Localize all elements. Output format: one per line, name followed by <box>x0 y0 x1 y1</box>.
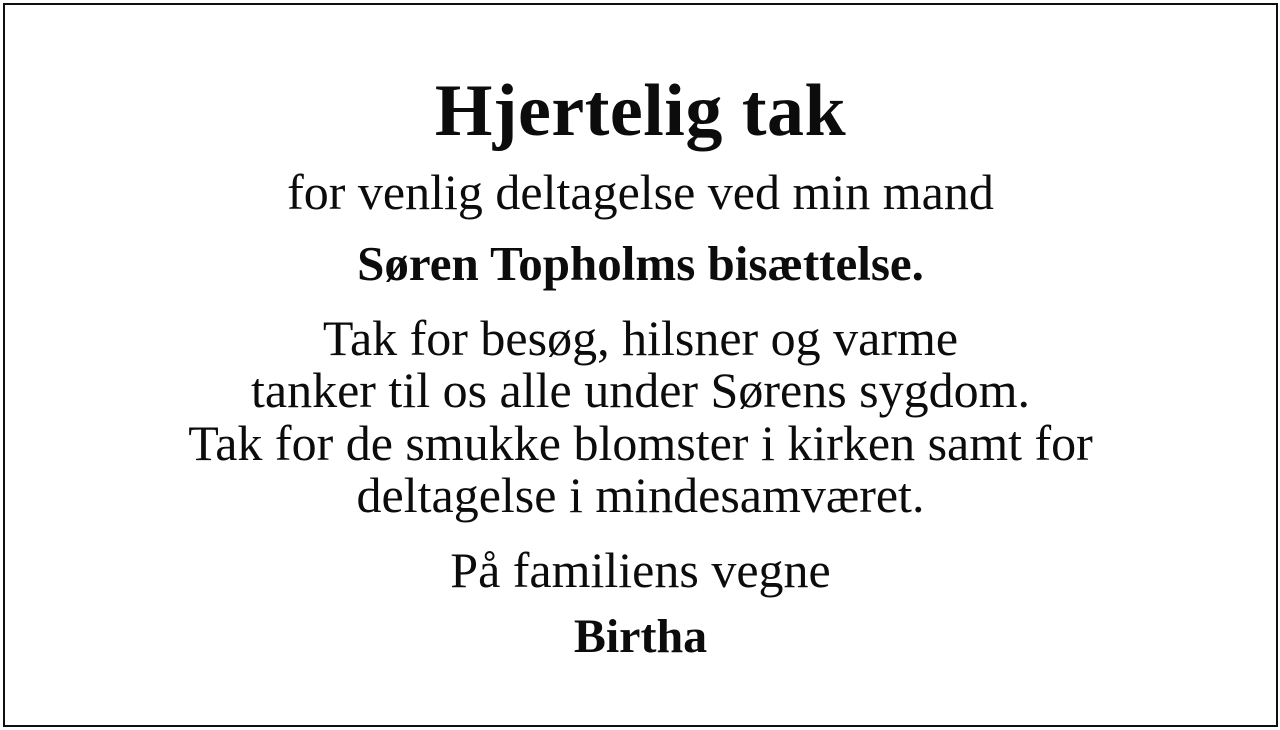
thanks-line-1: Tak for besøg, hilsner og varme <box>322 309 959 366</box>
thanks-line-2: tanker til os alle under Sørens sygdom. <box>250 362 1031 419</box>
deceased-name-line: Søren Topholms bisættelse. <box>357 236 924 292</box>
signature-name: Birtha <box>573 610 708 664</box>
closing-line: På familiens vegne <box>450 541 831 598</box>
memorial-notice <box>5 69 1276 664</box>
thanks-line-4: deltagelse i mindesamværet. <box>356 467 925 524</box>
thanks-line-3: Tak for de smukke blomster i kirken samt for <box>188 414 1093 471</box>
intro-line: for venlig deltagelse ved min mand <box>287 163 994 220</box>
notice-frame <box>3 3 1278 727</box>
thanks-paragraph <box>5 309 1276 524</box>
notice-title: Hjertelig tak <box>434 69 847 152</box>
